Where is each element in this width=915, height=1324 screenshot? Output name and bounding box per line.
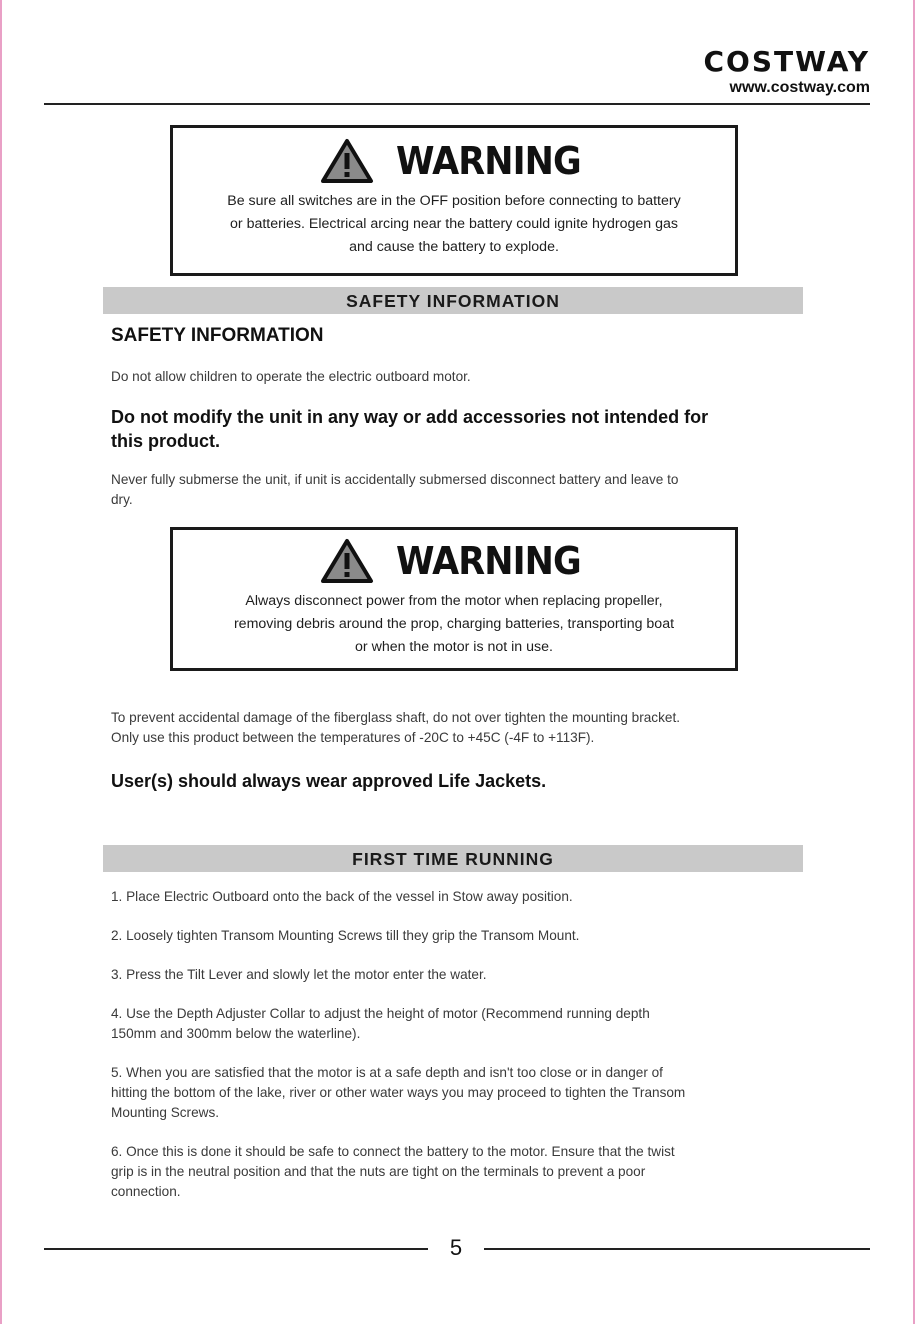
step-line: 5. When you are satisfied that the motor is at a safe depth and isn't too close or in danger of xyxy=(111,1065,663,1080)
step-item xyxy=(111,926,801,946)
step-line: 3. Press the Tilt Lever and slowly let the motor enter the water. xyxy=(111,967,487,982)
footer-rule-right xyxy=(484,1248,870,1250)
step-item xyxy=(111,1063,801,1123)
safety-heading: SAFETY INFORMATION xyxy=(111,325,324,346)
warning-line: or when the motor is not in use. xyxy=(355,639,553,655)
step-line: grip is in the neutral position and that the nuts are tight on the terminals to prevent a poor xyxy=(111,1164,646,1179)
paragraph-line: Never fully submerse the unit, if unit is accidentally submersed disconnect battery and leave to xyxy=(111,472,679,487)
warning-line: Be sure all switches are in the OFF position before connecting to battery xyxy=(227,193,681,209)
warning-title-row xyxy=(173,138,735,184)
safety-emphasis-modify xyxy=(111,405,708,453)
emphasis-line: this product. xyxy=(111,431,220,451)
warning-triangle-icon xyxy=(320,538,374,584)
warning-triangle-icon xyxy=(320,138,374,184)
step-line: 1. Place Electric Outboard onto the back of the vessel in Stow away position. xyxy=(111,889,573,904)
step-line: 6. Once this is done it should be safe to connect the battery to the motor. Ensure that the twist xyxy=(111,1144,675,1159)
step-item xyxy=(111,965,801,985)
warning-line: and cause the battery to explode. xyxy=(349,239,559,255)
warning-message xyxy=(173,590,735,659)
section-band-first-time: FIRST TIME RUNNING xyxy=(103,845,803,872)
warning-title: WARNING xyxy=(395,539,581,583)
safety-paragraph-submerse xyxy=(111,470,678,510)
safety-paragraph-children: Do not allow children to operate the electric outboard motor. xyxy=(111,369,471,384)
page-edge-left xyxy=(0,0,2,1324)
warning-line: Always disconnect power from the motor when replacing propeller, xyxy=(245,593,663,609)
step-item xyxy=(111,1142,801,1202)
step-line: Mounting Screws. xyxy=(111,1105,220,1120)
step-line: hitting the bottom of the lake, river or other water ways you may proceed to tighten the Transom xyxy=(111,1085,686,1100)
footer-rule-left xyxy=(44,1248,428,1250)
step-item xyxy=(111,1004,801,1044)
brand-header xyxy=(703,46,870,97)
warning-box-battery xyxy=(170,125,738,276)
header-rule xyxy=(44,103,870,105)
warning-title: WARNING xyxy=(395,139,581,183)
warning-box-disconnect xyxy=(170,527,738,671)
step-line: 4. Use the Depth Adjuster Collar to adjust the height of motor (Recommend running depth xyxy=(111,1006,650,1021)
section-band-safety: SAFETY INFORMATION xyxy=(103,287,803,314)
first-time-steps-list xyxy=(111,887,801,1221)
emphasis-line: Do not modify the unit in any way or add accessories not intended for xyxy=(111,407,709,427)
safety-emphasis-life-jackets: User(s) should always wear approved Life Jackets. xyxy=(111,771,547,791)
warning-line: removing debris around the prop, charging batteries, transporting boat xyxy=(233,616,675,632)
page-number: 5 xyxy=(449,1235,463,1260)
warning-message xyxy=(173,190,735,259)
paragraph-line: To prevent accidental damage of the fiberglass shaft, do not over tighten the mounting bracket. xyxy=(111,710,681,725)
step-line: connection. xyxy=(111,1184,181,1199)
brand-url: www.costway.com xyxy=(729,79,870,96)
paragraph-line: dry. xyxy=(111,492,133,507)
warning-line: or batteries. Electrical arcing near the battery could ignite hydrogen gas xyxy=(230,216,678,232)
paragraph-line: Only use this product between the temperatures of -20C to +45C (-4F to +113F). xyxy=(111,730,595,745)
warning-title-row xyxy=(173,538,735,584)
step-item xyxy=(111,887,801,907)
safety-paragraph-shaft xyxy=(111,708,680,748)
brand-logo: COSTWAY xyxy=(703,45,870,78)
step-line: 150mm and 300mm below the waterline). xyxy=(111,1026,361,1041)
step-line: 2. Loosely tighten Transom Mounting Screws till they grip the Transom Mount. xyxy=(111,928,580,943)
